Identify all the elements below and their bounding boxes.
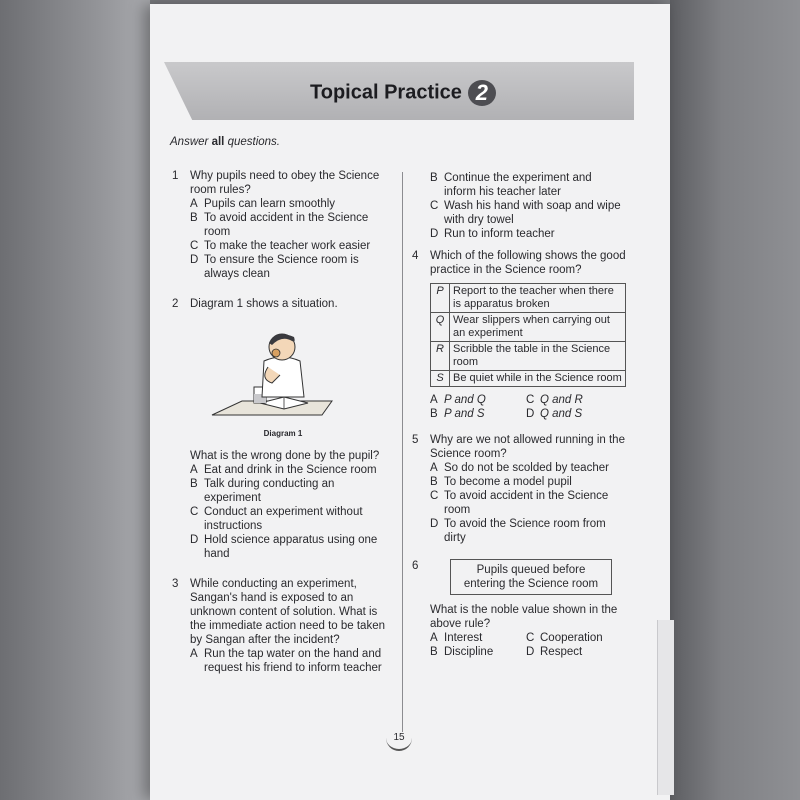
- row-text: Report to the teacher when there is apparatus broken: [450, 284, 626, 313]
- question-text: Why are we not allowed running in the Science room?: [430, 434, 625, 460]
- option: [526, 407, 622, 421]
- option-text: Wash his hand with soap and wipe with dry towel: [444, 200, 621, 226]
- option-text: Talk during conducting an experiment: [204, 478, 335, 504]
- option: [430, 407, 526, 421]
- option: [190, 533, 394, 561]
- question-text: Diagram 1 shows a situation.: [190, 298, 338, 310]
- option: [190, 477, 394, 505]
- option-letter: D: [430, 518, 439, 530]
- instruction: [170, 136, 280, 148]
- option: [430, 475, 626, 489]
- option-text: Run the tap water on the hand and request his friend to inform teacher: [204, 648, 382, 674]
- question-number: 5: [412, 434, 419, 446]
- option: [190, 505, 394, 533]
- instruction-prefix: Answer: [170, 136, 209, 148]
- option: [430, 393, 526, 407]
- option-text: Interest: [444, 632, 483, 644]
- row-label: Q: [431, 313, 450, 342]
- workbook-page: [150, 4, 670, 800]
- option-letter: D: [430, 228, 439, 240]
- option-text: Cooperation: [540, 632, 603, 644]
- book-spine: [0, 0, 150, 800]
- diagram-1-illustration: [172, 317, 394, 425]
- question-5: [412, 433, 626, 545]
- option-letter: B: [190, 212, 198, 224]
- option-text: Q and S: [540, 408, 583, 420]
- option-letter: B: [190, 478, 198, 490]
- option-text: Eat and drink in the Science room: [204, 464, 377, 476]
- option-text: Respect: [540, 646, 583, 658]
- question-6: [412, 559, 626, 659]
- page-title: [310, 80, 496, 106]
- option-text: Pupils can learn smoothly: [204, 198, 336, 210]
- option: [190, 197, 394, 211]
- option-letter: C: [526, 632, 535, 644]
- option-letter: A: [190, 648, 198, 660]
- row-label: P: [431, 284, 450, 313]
- option-letter: B: [430, 476, 438, 488]
- option-text: Conduct an experiment without instructions: [204, 506, 363, 532]
- option-letter: D: [190, 254, 199, 266]
- instruction-suffix: questions.: [227, 136, 280, 148]
- question-2: [172, 297, 394, 561]
- question-text: Which of the following shows the good practice in the Science room?: [430, 250, 626, 276]
- option-letter: B: [430, 646, 438, 658]
- option-text: P and S: [444, 408, 485, 420]
- table-row: [431, 313, 626, 342]
- option: [430, 171, 626, 199]
- book-background: [670, 0, 800, 800]
- option-letter: C: [190, 240, 199, 252]
- option: [190, 211, 394, 239]
- row-label: S: [431, 371, 450, 387]
- rule-box: Pupils queued before entering the Science room: [450, 559, 612, 595]
- option-text: Hold science apparatus using one hand: [204, 534, 378, 560]
- option-letter: A: [430, 632, 438, 644]
- option-text: To ensure the Science room is always clean: [204, 254, 359, 280]
- option-letter: C: [430, 490, 439, 502]
- question-3-continued: [412, 171, 626, 241]
- table-row: [431, 284, 626, 313]
- option-letter: C: [190, 506, 199, 518]
- diagram-caption: Diagram 1: [263, 429, 303, 438]
- option-letter: D: [526, 646, 535, 658]
- sub-question: [430, 603, 626, 631]
- row-text: Be quiet while in the Science room: [450, 371, 626, 387]
- option-letter: C: [526, 394, 535, 406]
- question-text: What is the noble value shown in the above rule?: [430, 604, 618, 630]
- option-letter: A: [430, 462, 438, 474]
- page-number: 15: [386, 731, 412, 751]
- option-text: To become a model pupil: [444, 476, 572, 488]
- instruction-bold: all: [211, 136, 225, 148]
- option: [430, 227, 626, 241]
- option: [526, 631, 622, 645]
- option-letter: A: [190, 198, 198, 210]
- option-text: Q and R: [540, 394, 583, 406]
- question-number: 4: [412, 250, 419, 262]
- option: [526, 645, 622, 659]
- left-column: [172, 169, 394, 675]
- option: [190, 253, 394, 281]
- option-letter: B: [430, 172, 438, 184]
- answer-options: [430, 631, 626, 659]
- practice-table: [430, 283, 626, 387]
- sub-question: [190, 449, 394, 463]
- question-4: [412, 249, 626, 421]
- row-label: R: [431, 342, 450, 371]
- option: [430, 645, 526, 659]
- question-1: [172, 169, 394, 281]
- table-row: [431, 342, 626, 371]
- right-column: [412, 171, 626, 659]
- table-row: [431, 371, 626, 387]
- option-letter: C: [430, 200, 439, 212]
- question-number: 3: [172, 578, 179, 590]
- option-text: P and Q: [444, 394, 486, 406]
- option-text: To avoid the Science room from dirty: [444, 518, 606, 544]
- option: [190, 647, 394, 675]
- answer-options: [430, 393, 626, 421]
- question-text: What is the wrong done by the pupil?: [190, 450, 380, 462]
- option-letter: D: [526, 408, 535, 420]
- option: [190, 239, 394, 253]
- option-text: To avoid accident in the Science room: [204, 212, 369, 238]
- option-letter: A: [190, 464, 198, 476]
- question-number: 6: [412, 560, 419, 572]
- option: [430, 489, 626, 517]
- title-text: Topical Practice: [310, 81, 462, 104]
- option-text: Continue the experiment and inform his teacher later: [444, 172, 592, 198]
- pupil-eating-illustration: [172, 317, 394, 425]
- page-tab: [657, 620, 674, 795]
- option-text: Run to inform teacher: [444, 228, 555, 240]
- title-number-badge: 2: [468, 80, 496, 106]
- question-number: 1: [172, 170, 179, 182]
- option: [190, 463, 394, 477]
- option-text: Discipline: [444, 646, 494, 658]
- question-3: [172, 577, 394, 675]
- column-divider: [402, 172, 403, 732]
- row-text: Wear slippers when carrying out an experiment: [450, 313, 626, 342]
- question-text: Why pupils need to obey the Science room rules?: [190, 170, 380, 196]
- row-text: Scribble the table in the Science room: [450, 342, 626, 371]
- option-text: To make the teacher work easier: [204, 240, 371, 252]
- option-text: So do not be scolded by teacher: [444, 462, 609, 474]
- question-number: 2: [172, 298, 179, 310]
- option: [430, 461, 626, 475]
- option-letter: B: [430, 408, 438, 420]
- option: [526, 393, 622, 407]
- option-text: To avoid accident in the Science room: [444, 490, 609, 516]
- question-text: While conducting an experiment, Sangan's hand is exposed to an unknown content of solution. What is the immediate action need to be taken by Sangan after the incident?: [190, 578, 385, 646]
- option-letter: D: [190, 534, 199, 546]
- option: [430, 631, 526, 645]
- option: [430, 199, 626, 227]
- option-letter: A: [430, 394, 438, 406]
- option: [430, 517, 626, 545]
